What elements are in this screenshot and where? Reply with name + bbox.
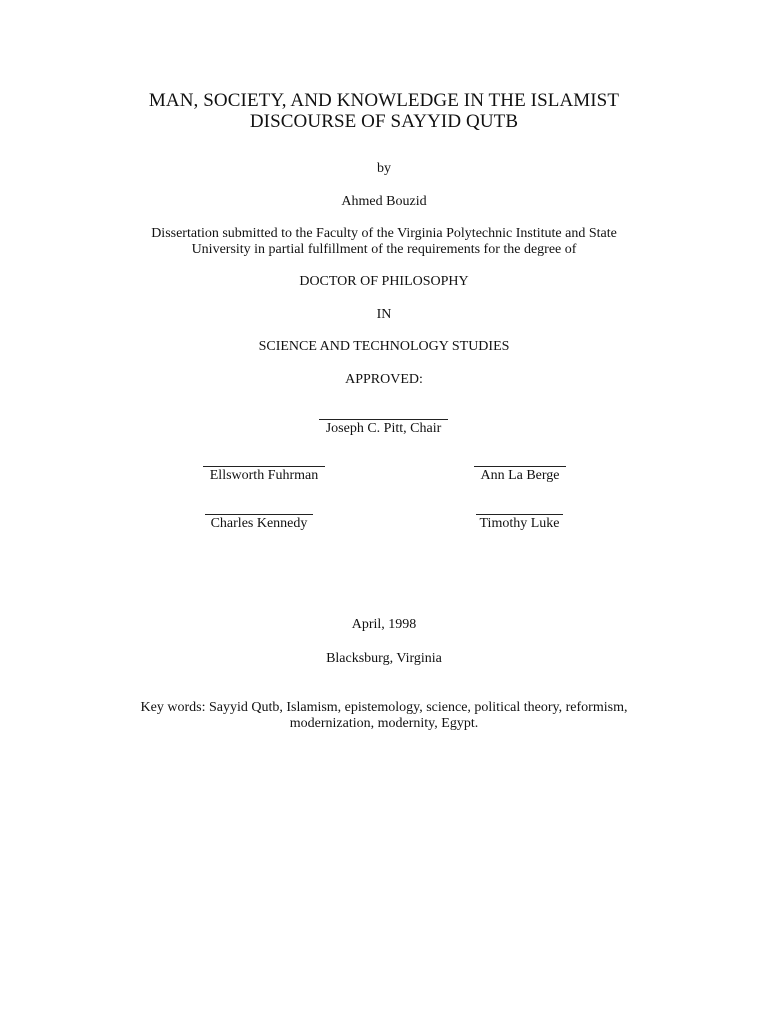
- keywords-line-1: Key words: Sayyid Qutb, Islamism, epistemology, science, political theory, reformism,: [140, 700, 628, 715]
- submission-line-2: University in partial fulfillment of the requirements for the degree of: [191, 242, 577, 257]
- chair-name: Joseph C. Pitt, Chair: [325, 421, 442, 436]
- signature-line: [476, 500, 563, 515]
- signature-member-2: [474, 452, 566, 484]
- member-4-name: Timothy Luke: [479, 516, 560, 531]
- keywords-line-2: modernization, modernity, Egypt.: [289, 716, 479, 731]
- submission-place: Blacksburg, Virginia: [326, 651, 442, 666]
- signature-chair: [319, 405, 448, 437]
- author-name: Ahmed Bouzid: [341, 194, 427, 209]
- field-of-study: SCIENCE AND TECHNOLOGY STUDIES: [258, 339, 510, 354]
- signature-member-4: [476, 500, 563, 532]
- member-3-name: Charles Kennedy: [210, 516, 308, 531]
- member-1-name: Ellsworth Fuhrman: [209, 468, 319, 483]
- signature-line: [474, 452, 566, 467]
- title-line-2: DISCOURSE OF SAYYID QUTB: [249, 111, 519, 132]
- degree-name: DOCTOR OF PHILOSOPHY: [299, 274, 469, 289]
- signature-line: [205, 500, 313, 515]
- signature-line: [319, 405, 448, 420]
- in-label: IN: [376, 307, 392, 322]
- dissertation-title: [0, 90, 768, 132]
- title-line-1: MAN, SOCIETY, AND KNOWLEDGE IN THE ISLAMIST: [148, 90, 620, 111]
- member-2-name: Ann La Berge: [480, 468, 560, 483]
- submission-date: April, 1998: [351, 617, 417, 632]
- signature-member-3: [205, 500, 313, 532]
- submission-line-1: Dissertation submitted to the Faculty of the Virginia Polytechnic Institute and State: [151, 226, 617, 241]
- signature-line: [203, 452, 325, 467]
- submission-statement: [0, 226, 768, 258]
- signature-member-1: [203, 452, 325, 484]
- by-label: by: [377, 161, 391, 176]
- approved-label: APPROVED:: [345, 372, 423, 387]
- keywords: [0, 700, 768, 732]
